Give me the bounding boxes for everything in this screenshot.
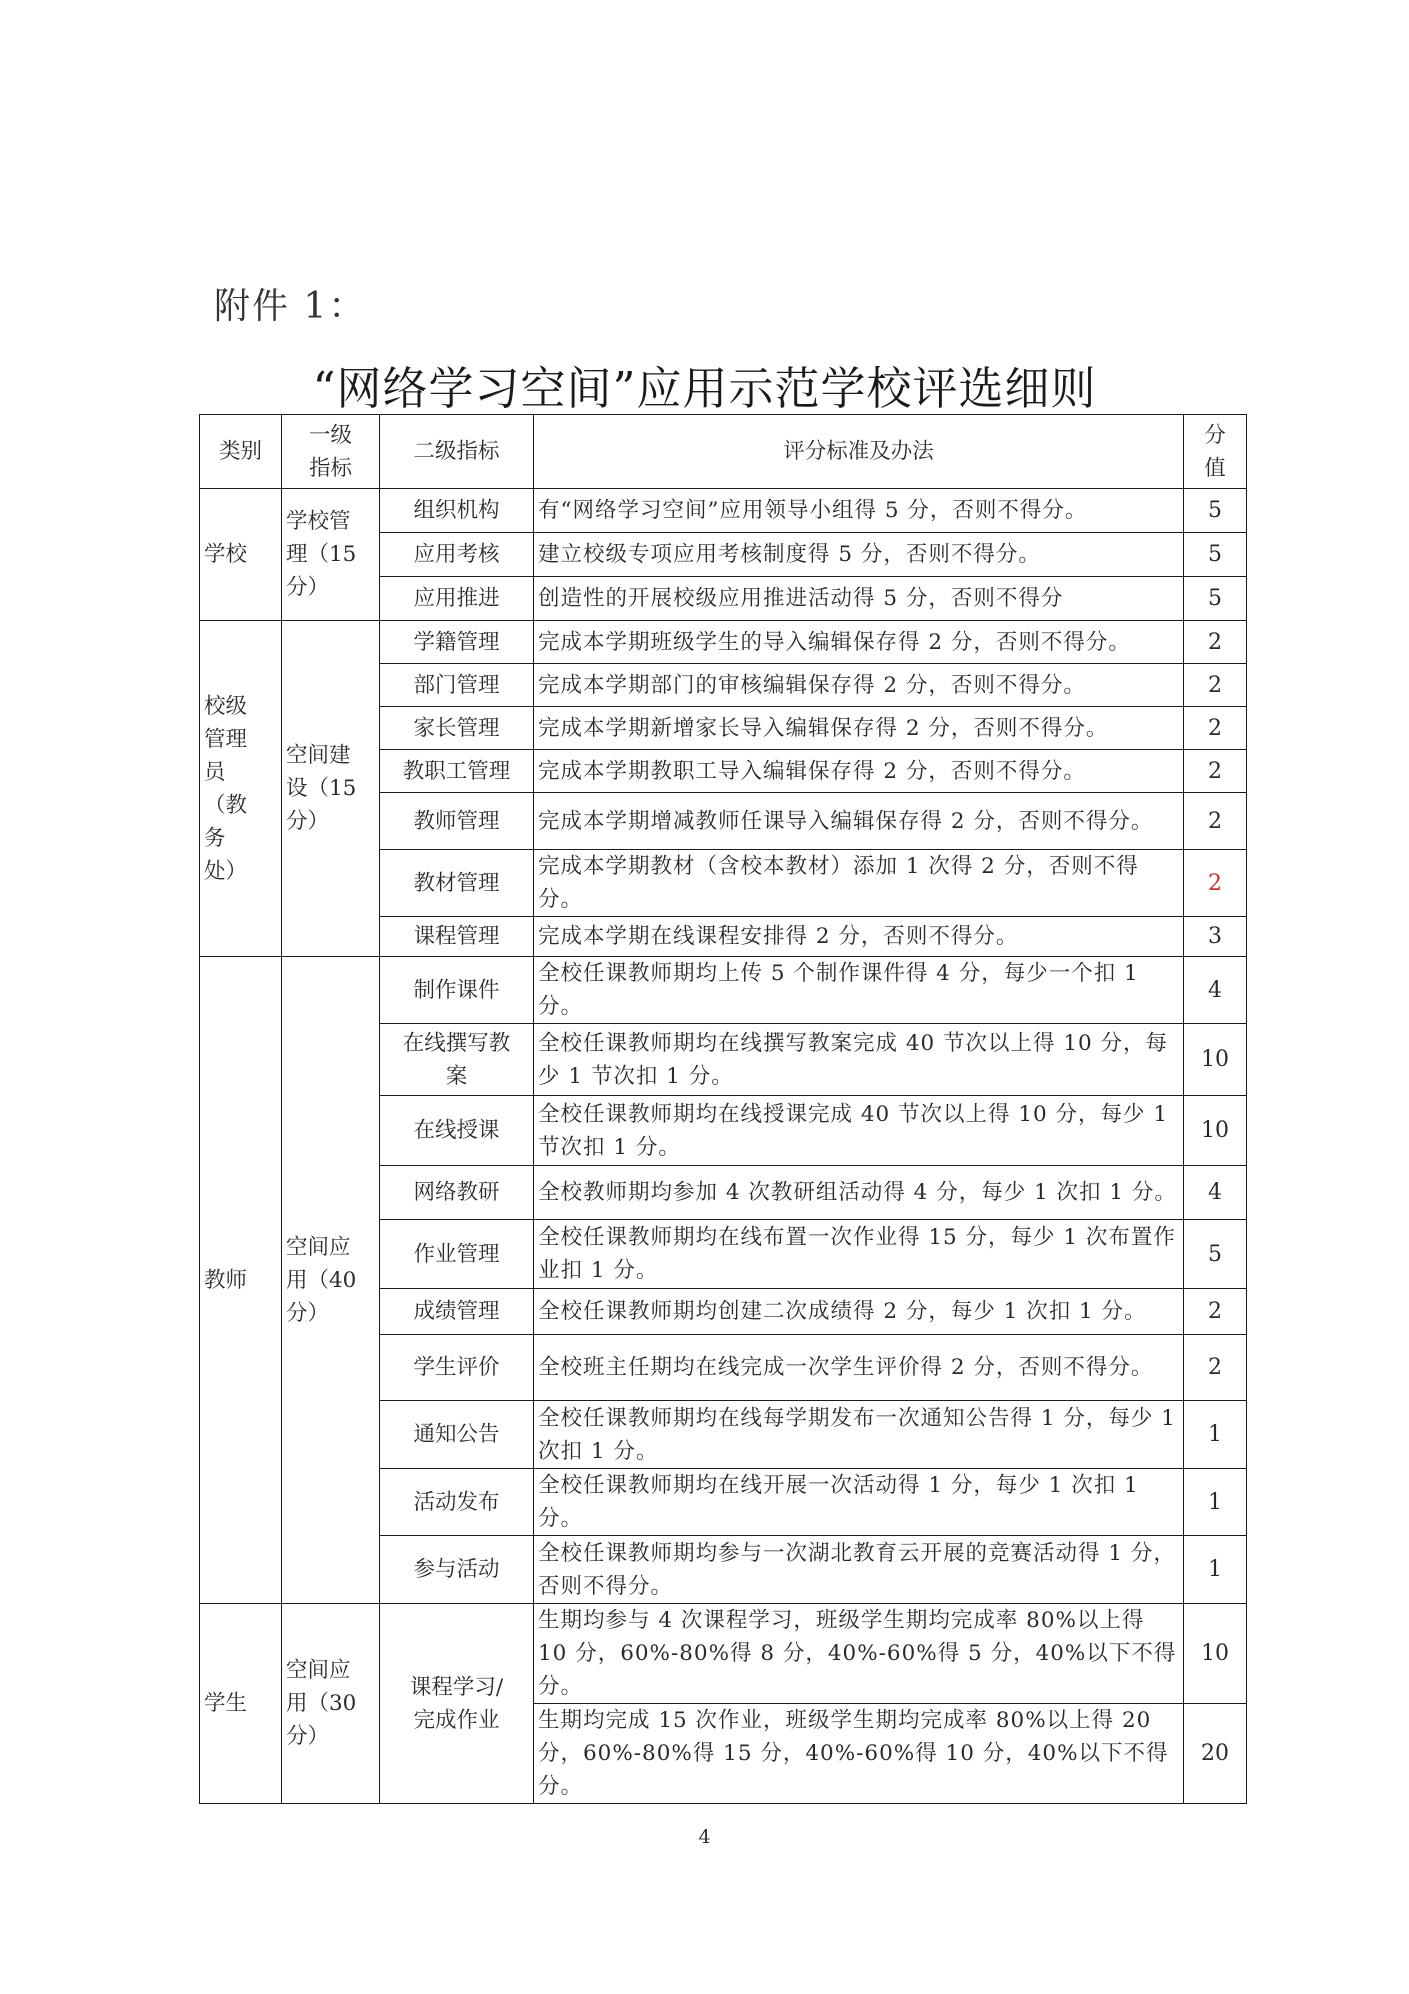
level2-cell: 应用考核 — [380, 533, 534, 577]
score-cell: 3 — [1184, 917, 1247, 957]
level2-cell: 制作课件 — [380, 957, 534, 1024]
header-level2: 二级指标 — [380, 415, 534, 489]
score-cell: 2 — [1184, 1289, 1247, 1335]
category-cell: 教师 — [200, 957, 282, 1604]
category-cell: 校级 管理 员 （教 务 处） — [200, 621, 282, 957]
score-cell: 1 — [1184, 1469, 1247, 1536]
table-row — [200, 1604, 1247, 1704]
level2-cell: 教职工管理 — [380, 750, 534, 793]
score-cell: 5 — [1184, 1220, 1247, 1289]
score-cell: 10 — [1184, 1604, 1247, 1704]
criteria-cell: 完成本学期部门的审核编辑保存得 2 分，否则不得分。 — [534, 664, 1184, 707]
criteria-cell: 生期均参与 4 次课程学习，班级学生期均完成率 80%以上得 10 分，60%-80%得 8 分，40%-60%得 5 分，40%以下不得分。 — [534, 1604, 1184, 1704]
score-cell: 5 — [1184, 533, 1247, 577]
score-cell: 2 — [1184, 707, 1247, 750]
level2-cell: 在线撰写教 案 — [380, 1024, 534, 1096]
criteria-cell: 全校任课教师期均创建二次成绩得 2 分，每少 1 次扣 1 分。 — [534, 1289, 1184, 1335]
document-title: “网络学习空间”应用示范学校评选细则 — [312, 362, 1097, 415]
level2-cell: 组织机构 — [380, 489, 534, 533]
criteria-cell: 全校任课教师期均上传 5 个制作课件得 4 分，每少一个扣 1 分。 — [534, 957, 1184, 1024]
header-score: 分 值 — [1184, 415, 1247, 489]
level2-cell: 课程管理 — [380, 917, 534, 957]
score-cell: 10 — [1184, 1024, 1247, 1096]
category-cell: 学校 — [200, 489, 282, 621]
page-number: 4 — [698, 1826, 711, 1848]
score-cell: 2 — [1184, 1335, 1247, 1401]
criteria-cell: 完成本学期教职工导入编辑保存得 2 分，否则不得分。 — [534, 750, 1184, 793]
level2-cell: 教师管理 — [380, 793, 534, 850]
score-cell: 5 — [1184, 577, 1247, 621]
score-cell: 5 — [1184, 489, 1247, 533]
criteria-cell: 创造性的开展校级应用推进活动得 5 分，否则不得分 — [534, 577, 1184, 621]
score-cell: 2 — [1184, 750, 1247, 793]
level1-cell: 空间应 用（30 分） — [282, 1604, 380, 1804]
score-cell: 1 — [1184, 1401, 1247, 1469]
score-cell: 2 — [1184, 664, 1247, 707]
criteria-cell: 建立校级专项应用考核制度得 5 分，否则不得分。 — [534, 533, 1184, 577]
score-cell: 20 — [1184, 1704, 1247, 1804]
level2-cell: 通知公告 — [380, 1401, 534, 1469]
level2-cell: 教材管理 — [380, 850, 534, 917]
level2-cell: 部门管理 — [380, 664, 534, 707]
criteria-cell: 全校任课教师期均在线授课完成 40 节次以上得 10 分，每少 1 节次扣 1 分。 — [534, 1096, 1184, 1166]
criteria-cell: 完成本学期新增家长导入编辑保存得 2 分，否则不得分。 — [534, 707, 1184, 750]
criteria-cell: 生期均完成 15 次作业，班级学生期均完成率 80%以上得 20 分，60%-80%得 15 分，40%-60%得 10 分，40%以下不得分。 — [534, 1704, 1184, 1804]
level2-cell: 参与活动 — [380, 1536, 534, 1604]
level1-cell: 学校管 理（15 分） — [282, 489, 380, 621]
score-cell: 2 — [1184, 621, 1247, 664]
scoring-table — [199, 414, 1247, 1804]
criteria-cell: 完成本学期班级学生的导入编辑保存得 2 分，否则不得分。 — [534, 621, 1184, 664]
table-row — [200, 489, 1247, 533]
criteria-cell: 全校任课教师期均在线每学期发布一次通知公告得 1 分，每少 1 次扣 1 分。 — [534, 1401, 1184, 1469]
level2-cell: 网络教研 — [380, 1166, 534, 1220]
header-criteria: 评分标准及办法 — [534, 415, 1184, 489]
level2-cell: 家长管理 — [380, 707, 534, 750]
criteria-cell: 全校任课教师期均在线布置一次作业得 15 分，每少 1 次布置作业扣 1 分。 — [534, 1220, 1184, 1289]
score-cell: 2 — [1184, 793, 1247, 850]
criteria-cell: 完成本学期在线课程安排得 2 分，否则不得分。 — [534, 917, 1184, 957]
level2-cell: 学生评价 — [380, 1335, 534, 1401]
level2-cell: 活动发布 — [380, 1469, 534, 1536]
table-row — [200, 957, 1247, 1024]
level2-cell: 应用推进 — [380, 577, 534, 621]
level2-cell: 在线授课 — [380, 1096, 534, 1166]
score-cell: 4 — [1184, 1166, 1247, 1220]
criteria-cell: 完成本学期增减教师任课导入编辑保存得 2 分，否则不得分。 — [534, 793, 1184, 850]
score-cell: 10 — [1184, 1096, 1247, 1166]
header-category: 类别 — [200, 415, 282, 489]
score-cell: 4 — [1184, 957, 1247, 1024]
header-level1: 一级 指标 — [282, 415, 380, 489]
criteria-cell: 完成本学期教材（含校本教材）添加 1 次得 2 分，否则不得分。 — [534, 850, 1184, 917]
score-cell-highlighted: 2 — [1184, 850, 1247, 917]
criteria-cell: 全校任课教师期均在线开展一次活动得 1 分，每少 1 次扣 1 分。 — [534, 1469, 1184, 1536]
criteria-cell: 全校任课教师期均在线撰写教案完成 40 节次以上得 10 分，每少 1 节次扣 1 分。 — [534, 1024, 1184, 1096]
level1-cell: 空间建 设（15 分） — [282, 621, 380, 957]
table-header-row — [200, 415, 1247, 489]
criteria-cell: 有“网络学习空间”应用领导小组得 5 分，否则不得分。 — [534, 489, 1184, 533]
level2-cell: 学籍管理 — [380, 621, 534, 664]
level2-cell: 成绩管理 — [380, 1289, 534, 1335]
level2-cell: 作业管理 — [380, 1220, 534, 1289]
criteria-cell: 全校教师期均参加 4 次教研组活动得 4 分，每少 1 次扣 1 分。 — [534, 1166, 1184, 1220]
criteria-cell: 全校任课教师期均参与一次湖北教育云开展的竞赛活动得 1 分，否则不得分。 — [534, 1536, 1184, 1604]
table-row — [200, 621, 1247, 664]
level2-cell: 课程学习/ 完成作业 — [380, 1604, 534, 1804]
category-cell: 学生 — [200, 1604, 282, 1804]
level1-cell: 空间应 用（40 分） — [282, 957, 380, 1604]
criteria-cell: 全校班主任期均在线完成一次学生评价得 2 分，否则不得分。 — [534, 1335, 1184, 1401]
attachment-label: 附件 1： — [214, 286, 367, 327]
score-cell: 1 — [1184, 1536, 1247, 1604]
